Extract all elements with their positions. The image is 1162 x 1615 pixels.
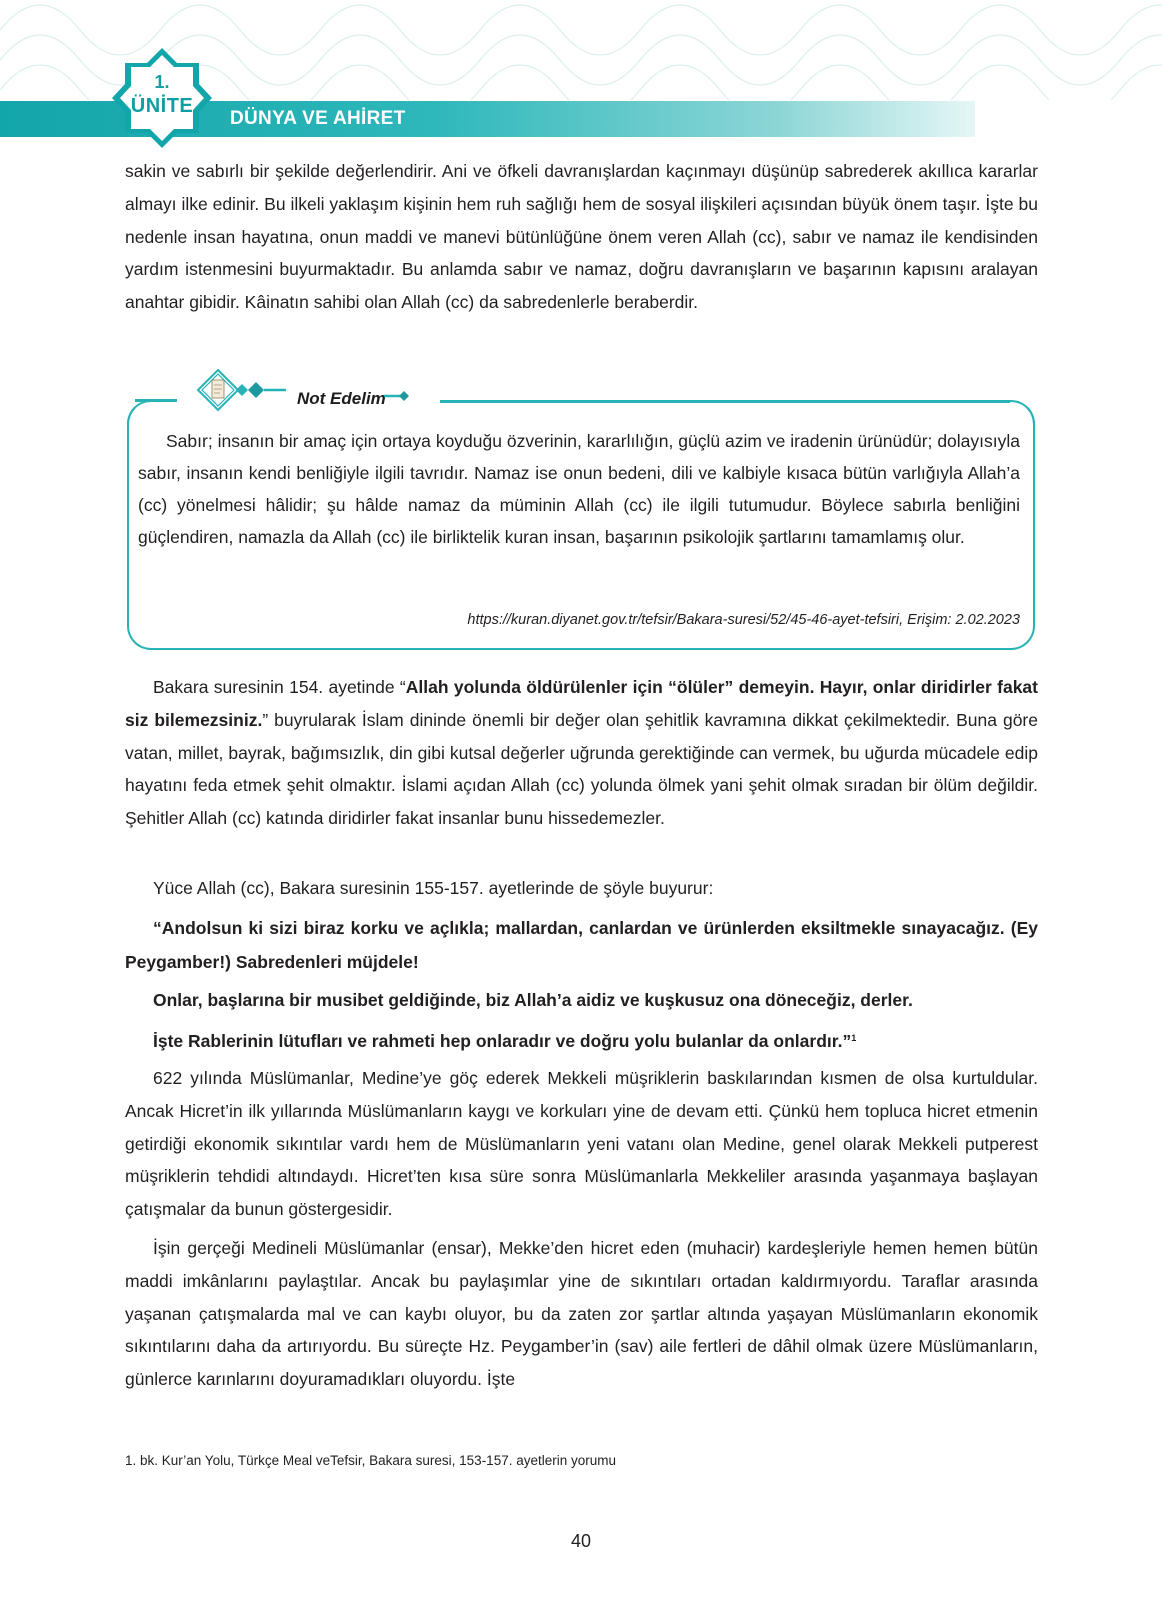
footnote-ref: 1: [851, 1033, 857, 1043]
quote-3: İşte Rablerinin lütufları ve rahmeti hep onlaradır ve doğru yolu bulanlar da onlardır.”$^1$: [153, 1031, 857, 1051]
unit-title: DÜNYA VE AHİRET: [230, 108, 406, 129]
body-paragraph-3: 622 yılında Müslümanlar, Medine’ye göç ederek Mekkeli müşriklerin baskılarından kısmen de olsa kurtuldular. Ancak Hicret’in ilk yıllarında Müslümanların kaygı ve korkuları yine de devam etti. Çünkü hem topluca hicret etmenin getirdiği ekonomik sıkıntılar vardı hem de Müslümanların yeni vatanı olan Medine, genel olarak Mekkeli putperest müşriklerin tehdidi altındaydı. Hicret’ten kısa süre sonra Müslümanlarla Mekkeliler arasında yaşanmaya başlayan çatışmalar da bunun göstergesidir.: [125, 1068, 1038, 1220]
unit-label: ÜNİTE: [130, 95, 194, 117]
unit-number: 1.: [154, 72, 170, 92]
diamond-icon: [384, 388, 414, 404]
notepad-icon: [196, 368, 286, 412]
note-source: https://kuran.diyanet.gov.tr/tefsir/Bakara-suresi/52/45-46-ayet-tefsiri, Erişim: 2.02.2023: [467, 612, 1020, 628]
note-text: Sabır; insanın bir amaç için ortaya koyduğu özverinin, kararlılığın, güçlü azim ve iradenin ürünüdür; dolayısıyla sabır, insanın kendi benliğiyle ilgili tavrıdır. Namaz ise onun bedeni, dili ve kalbiyle kısaca bütün varlığıyla Allah’a (cc) yönelmesi hâlidir; şu hâlde namaz da müminin Allah (cc) ile ilgili tutumudur. Böylece sabırla benliğini güçlendiren, namazla da Allah (cc) ile birliktelik kuran insan, başarının psikolojik şartlarını tamamlamış olur.: [138, 431, 1020, 547]
note-box-top-left-line: [135, 399, 177, 402]
intro-paragraph: sakin ve sabırlı bir şekilde değerlendirir. Ani ve öfkeli davranışlardan kaçınmayı düşünüp sabrederek akıllıca kararlar almayı ilke edinir. Bu ilkeli yaklaşım kişinin hem ruh sağlığı hem de sosyal ilişkileri açısından büyük önem taşır. İşte bu nedenle insan hayatına, onun maddi ve manevi bütünlüğüne önem veren Allah (cc), sabır ve namaz ile kendisinden yardım istenmesini buyurmaktadır. Bu anlamda sabır ve namaz, doğru davranışların ve başarının kapısını aralayan anahtar gibidir. Kâinatın sahibi olan Allah (cc) da sabredenlerle beraberdir.: [125, 161, 1038, 313]
footnote: 1. bk. Kur’an Yolu, Türkçe Meal veTefsir, Bakara suresi, 153-157. ayetlerin yorumu: [125, 1453, 617, 1468]
body-paragraph-2: Yüce Allah (cc), Bakara suresinin 155-157. ayetlerinde de şöyle buyurur:: [153, 878, 714, 898]
note-title: Not Edelim: [297, 389, 386, 408]
body-paragraph-1: Bakara suresinin 154. ayetinde “Allah yolunda öldürülenler için “ölüler” demeyin. Hayır, onlar diridirler fakat siz bilemezsiniz.” buyrularak İslam dininde önemli bir değer olan şehitlik kavramına dikkat çekilmektedir. Buna göre vatan, millet, bayrak, bağımsızlık, din gibi kutsal değerler uğrunda gerektiğinde can vermek, bu uğurda mücadele edip hayatını feda etmek şehit olmaktır. İslami açıdan Allah (cc) yolunda ölmek yani şehit olmak sıradan bir ölüm değildir. Şehitler Allah (cc) katında diridirler fakat insanlar bunu hissedemezler.: [125, 677, 1038, 829]
quote-1: “Andolsun ki sizi biraz korku ve açlıkla; mallardan, canlardan ve ürünlerden eksiltmekle sınayacağız. (Ey Peygamber!) Sabredenleri müjdele!: [125, 918, 1038, 972]
page-number: 40: [570, 1531, 592, 1551]
note-box-top-line: [440, 400, 1010, 403]
body-paragraph-4: İşin gerçeği Medineli Müslümanlar (ensar), Mekke’den hicret eden (muhacir) kardeşleriyle hemen hemen bütün maddi imkânlarını paylaştılar. Ancak bu paylaşımlar yine de sıkıntıları ortadan kaldırmıyordu. Taraflar arasında yaşanan çatışmalarda mal ve can kaybı oluyor, bu da zaten zor şartlar altında yaşayan Müslümanların ekonomik sıkıntılarını daha da artırıyordu. Bu süreçte Hz. Peygamber’in (sav) aile fertleri de dâhil olmak üzere Müslümanların, günlerce karınlarını doyuramadıkları oluyordu. İşte: [125, 1238, 1038, 1390]
quote-2: Onlar, başlarına bir musibet geldiğinde, biz Allah’a aidiz ve kuşkusuz ona döneceğiz, derler.: [153, 990, 913, 1010]
